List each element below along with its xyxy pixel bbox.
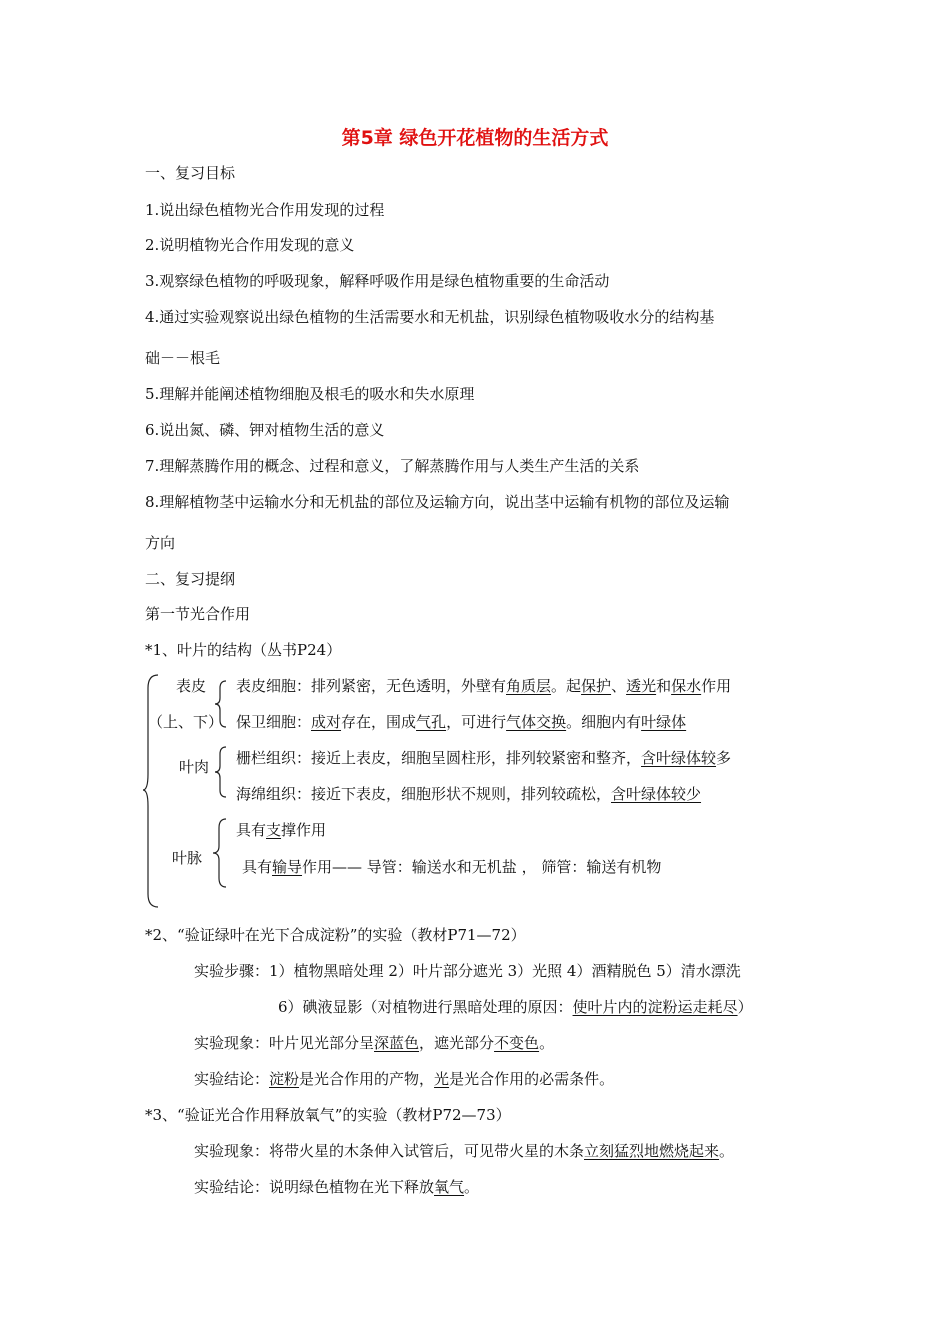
- outline-heading: 二、复习提纲: [145, 570, 236, 588]
- epidermis-brace: [214, 680, 228, 728]
- item2-steps: 实验步骤：1）植物黑暗处理 2）叶片部分遮光 3）光照 4）酒精脱色 5）清水漂洗: [194, 962, 741, 980]
- big-brace: [142, 674, 162, 908]
- goal-item: 方向: [145, 534, 176, 552]
- goal-item: 6.说出氮、磷、钾对植物生活的意义: [145, 421, 385, 439]
- palisade-line: 栅栏组织：接近上表皮，细胞呈圆柱形，排列较紧密和整齐，含叶绿体较多: [236, 749, 732, 767]
- item3-title: *3、“验证光合作用释放氧气”的实验（教材P72—73）: [145, 1106, 511, 1124]
- item3-conclusion: 实验结论：说明绿色植物在光下释放氧气。: [194, 1178, 480, 1196]
- item2-steps-cont: 6）碘液显影（对植物进行黑暗处理的原因：使叶片内的淀粉运走耗尽）: [278, 998, 753, 1016]
- conduct-line: 具有输导作用—— 导管：输送水和无机盐 ， 筛管：输送有机物: [242, 858, 662, 876]
- page-title: 第5章 绿色开花植物的生活方式: [341, 127, 609, 149]
- item2-phenomenon: 实验现象：叶片见光部分呈深蓝色，遮光部分不变色。: [194, 1034, 555, 1052]
- section-title: 第一节光合作用: [145, 605, 251, 623]
- vein-brace: [212, 818, 228, 888]
- goal-item: 7.理解蒸腾作用的概念、过程和意义，了解蒸腾作用与人类生产生活的关系: [145, 457, 640, 475]
- goals-heading: 一、复习目标: [145, 164, 236, 182]
- item2-title: *2、“验证绿叶在光下合成淀粉”的实验（教材P71—72）: [145, 926, 526, 944]
- mesophyll-brace: [214, 746, 228, 798]
- goal-item: 8.理解植物茎中运输水分和无机盐的部位及运输方向，说出茎中运输有机物的部位及运输: [145, 493, 730, 511]
- support-line: 具有支撑作用: [236, 821, 327, 839]
- epidermis-label: 表皮: [176, 677, 207, 695]
- goal-item: 1.说出绿色植物光合作用发现的过程: [145, 201, 385, 219]
- goal-item: 3.观察绿色植物的呼吸现象，解释呼吸作用是绿色植物重要的生命活动: [145, 272, 610, 290]
- epidermis-label-sub: （上、下）: [148, 713, 224, 731]
- guard-cell-line: 保卫细胞：成对存在，围成气孔，可进行气体交换。细胞内有叶绿体: [236, 713, 687, 731]
- vein-label: 叶脉: [172, 849, 203, 867]
- spongy-line: 海绵组织：接近下表皮，细胞形状不规则，排列较疏松，含叶绿体较少: [236, 785, 702, 803]
- goal-item: 5.理解并能阐述植物细胞及根毛的吸水和失水原理: [145, 385, 475, 403]
- item2-conclusion: 实验结论：淀粉是光合作用的产物，光是光合作用的必需条件。: [194, 1070, 615, 1088]
- mesophyll-label: 叶肉: [179, 758, 210, 776]
- goal-item: 础－－根毛: [145, 349, 221, 367]
- goal-item: 4.通过实验观察说出绿色植物的生活需要水和无机盐，识别绿色植物吸收水分的结构基: [145, 308, 715, 326]
- item3-phenomenon: 实验现象：将带火星的木条伸入试管后，可见带火星的木条立刻猛烈地燃烧起来。: [194, 1142, 735, 1160]
- item1-title: *1、叶片的结构（丛书P24）: [145, 641, 342, 659]
- goal-item: 2.说明植物光合作用发现的意义: [145, 236, 355, 254]
- epidermal-cell-line: 表皮细胞：排列紧密，无色透明，外壁有角质层。起保护、透光和保水作用: [236, 677, 732, 695]
